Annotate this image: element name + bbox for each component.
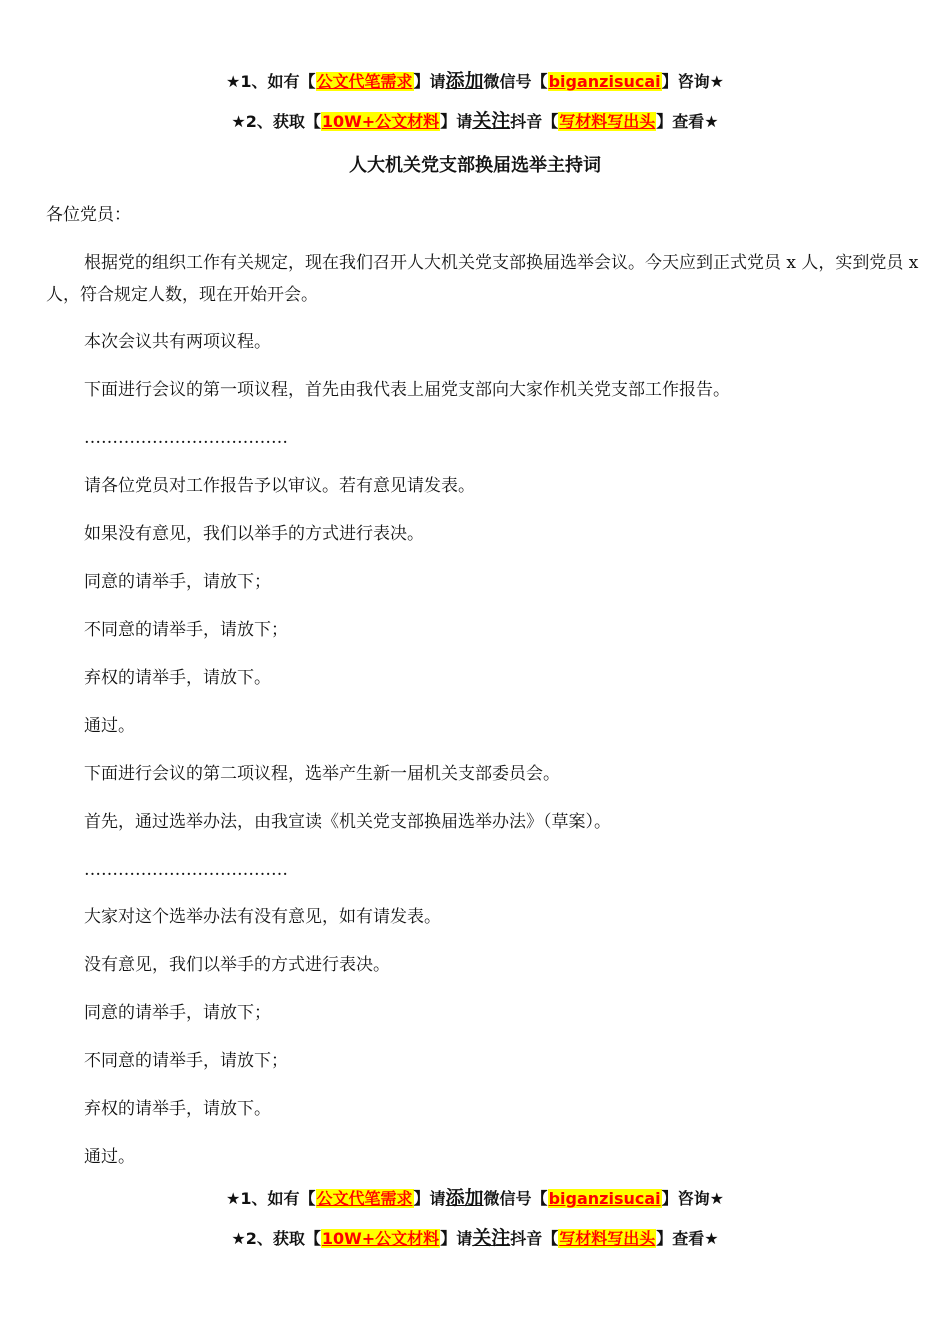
salutation: 各位党员：	[46, 205, 131, 225]
ad-text: ★1、如有【	[226, 72, 316, 91]
paragraph: 弃权的请举手，请放下。	[84, 1099, 271, 1119]
ad-line-2-bottom	[0, 1227, 950, 1250]
ad-highlight: biganzisucai	[548, 1189, 661, 1208]
paragraph: 大家对这个选举办法有没有意见，如有请发表。	[84, 907, 441, 927]
paragraph: 不同意的请举手，请放下；	[84, 1051, 288, 1071]
ad-text: ★1、如有【	[226, 1189, 316, 1208]
ellipsis-line: ………………………………	[84, 428, 288, 448]
paragraph-opening: 根据党的组织工作有关规定，现在我们召开人大机关党支部换届选举会议。今天应到正式党员 x 人，实到党员 x 人，符合规定人数，现在开始开会。	[46, 253, 919, 305]
ad-highlight: 10W+公文材料	[321, 112, 440, 131]
paragraph: 同意的请举手，请放下；	[84, 1003, 271, 1023]
ad-emphasis: 关注	[472, 110, 511, 132]
paragraph: 弃权的请举手，请放下。	[84, 668, 271, 688]
ad-highlight: biganzisucai	[548, 72, 661, 91]
paragraph: 本次会议共有两项议程。	[84, 332, 271, 352]
ad-text: 抖音【	[510, 112, 559, 131]
ad-emphasis: 添加	[445, 1187, 484, 1209]
paragraph: 通过。	[84, 716, 135, 736]
paragraph: 不同意的请举手，请放下；	[84, 620, 288, 640]
ad-highlight: 公文代笔需求	[316, 72, 413, 91]
paragraph: 如果没有意见，我们以举手的方式进行表决。	[84, 524, 424, 544]
document-title: 人大机关党支部换届选举主持词	[349, 155, 601, 176]
ad-text: 】咨询★	[661, 1189, 724, 1208]
ad-text: 抖音【	[510, 1229, 559, 1248]
ad-highlight: 10W+公文材料	[321, 1229, 440, 1248]
ad-text: 】查看★	[656, 1229, 719, 1248]
ad-text: 微信号【	[483, 1189, 548, 1208]
paragraph: 下面进行会议的第一项议程，首先由我代表上届党支部向大家作机关党支部工作报告。	[84, 380, 730, 400]
ad-text: ★2、获取【	[231, 112, 321, 131]
ad-text: 】请	[413, 72, 446, 91]
ad-text: 】查看★	[656, 112, 719, 131]
ad-text: 】请	[440, 1229, 473, 1248]
ad-highlight: 写材料写出头	[559, 112, 656, 131]
ad-text: 】咨询★	[661, 72, 724, 91]
ad-line-1-top	[0, 70, 950, 93]
ad-text: 】请	[413, 1189, 446, 1208]
paragraph: 同意的请举手，请放下；	[84, 572, 271, 592]
paragraph: 下面进行会议的第二项议程，选举产生新一届机关支部委员会。	[84, 764, 560, 784]
ad-emphasis: 关注	[472, 1227, 511, 1249]
ad-emphasis: 添加	[445, 70, 484, 92]
ad-highlight: 写材料写出头	[559, 1229, 656, 1248]
paragraph: 没有意见，我们以举手的方式进行表决。	[84, 955, 390, 975]
ad-text: ★2、获取【	[231, 1229, 321, 1248]
ad-highlight: 公文代笔需求	[316, 1189, 413, 1208]
ad-line-1-bottom	[0, 1187, 950, 1210]
ad-text: 微信号【	[483, 72, 548, 91]
paragraph: 首先，通过选举办法，由我宣读《机关党支部换届选举办法》（草案）。	[84, 812, 611, 832]
ellipsis-line: ………………………………	[84, 860, 288, 880]
ad-text: 】请	[440, 112, 473, 131]
paragraph: 请各位党员对工作报告予以审议。若有意见请发表。	[84, 476, 475, 496]
paragraph: 通过。	[84, 1147, 135, 1167]
ad-line-2-top	[0, 110, 950, 133]
